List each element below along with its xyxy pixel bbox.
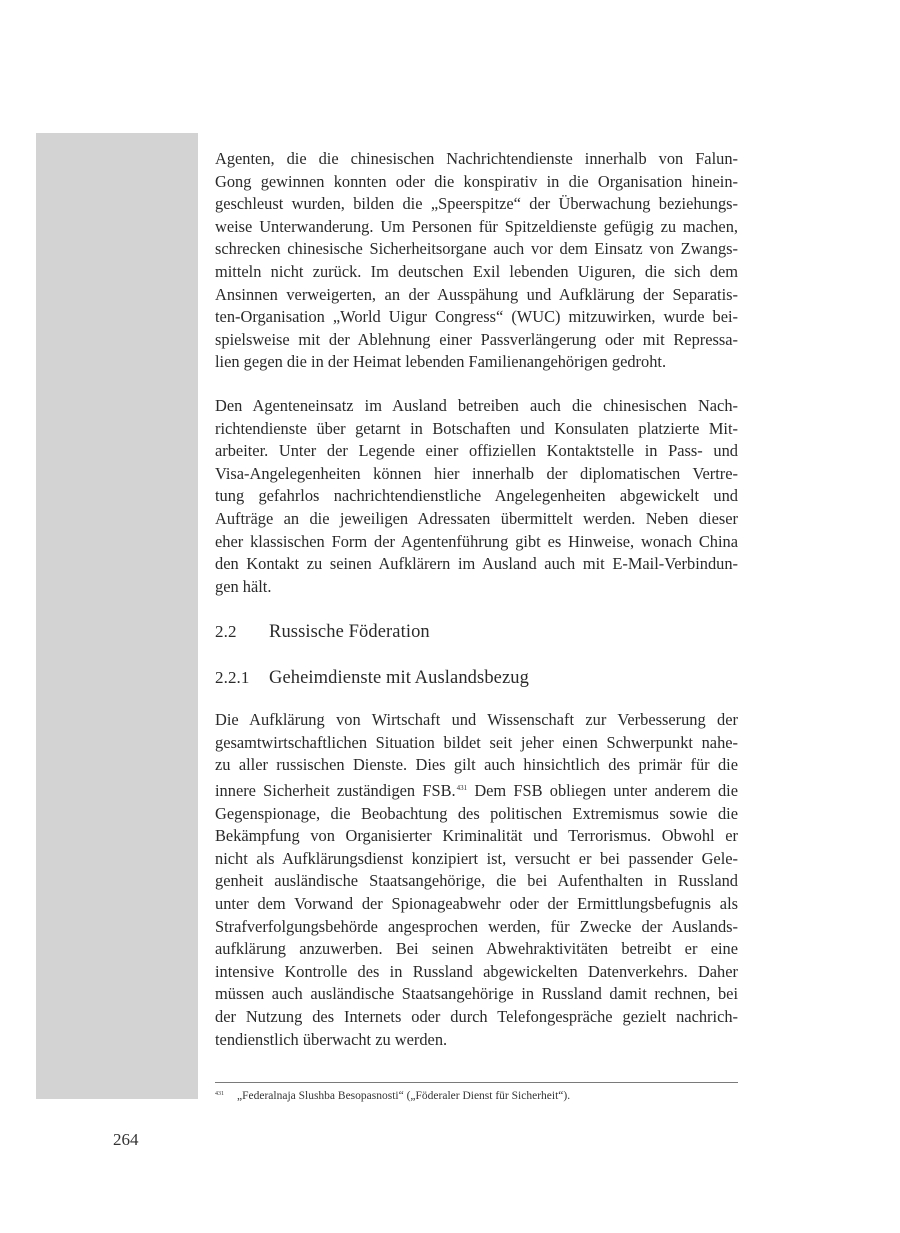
text-line: Agenten, die die chinesischen Nachrichtendienste innerhalb von Falun- [215,149,738,168]
text-line: den Kontakt zu seinen Aufklärern im Ausland auch mit E-Mail-Verbindun- [215,554,738,574]
text-fragment: innere Sicherheit zuständigen FSB. [215,781,456,801]
margin-gray-band [36,133,198,1099]
text-line: mitteln nicht zurück. Im deutschen Exil lebenden Uiguren, die sich dem [215,261,738,281]
section-number: 2.2 [215,622,237,642]
text-line: Ansinnen verweigerten, an der Ausspähung und Aufklärung der Separatis- [215,284,738,304]
text-line: Gong gewinnen konnten oder die konspirativ in die Organisation hinein- [215,171,738,191]
text-line: geschleust wurden, bilden die „Speerspitze“ der Überwachung beziehungs- [215,194,738,214]
text-line: tung gefahrlos nachrichtendienstliche Angelegenheiten abgewickelt und [215,486,738,506]
text-line: unter dem Vorwand der Spionageabwehr oder der Ermittlungsbefugnis als [215,894,738,914]
footnote-reference[interactable]: 431 [456,784,468,793]
footnote-number: 431 [215,1091,224,1097]
text-line: Strafverfolgungsbehörde angesprochen werden, für Zwecke der Auslands- [215,916,738,936]
text-line: weise Unterwanderung. Um Personen für Spitzeldienste gefügig zu machen, [215,216,738,236]
text-line: tendienstlich überwacht zu werden. [215,1029,448,1049]
text-line: zu aller russischen Dienste. Dies gilt auch hinsichtlich des primär für die [215,755,738,775]
text-line: lien gegen die in der Heimat lebenden Familienangehörigen gedroht. [215,352,667,372]
footnote [215,1090,570,1102]
subsection-title: Geheimdienste mit Auslandsbezug [269,668,529,689]
page-number: 264 [113,1130,139,1149]
text-line: nicht als Aufklärungsdienst konzipiert ist, versucht er bei passender Gele- [215,848,738,868]
footnote-divider [215,1082,738,1083]
footnote-text: „Federalnaja Slushba Besopasnosti“ („Föderaler Dienst für Sicherheit“). [237,1090,571,1102]
text-line: intensive Kontrolle des in Russland abgewickelten Datenverkehrs. Daher [215,961,738,981]
text-line-with-footnote-ref [215,777,738,803]
text-line: Aufträge an die jeweiligen Adressaten übermittelt werden. Neben dieser [215,508,738,528]
text-line: eher klassischen Form der Agentenführung gibt es Hinweise, wonach China [215,531,738,551]
text-line: gesamtwirtschaftlichen Situation bildet seit jeher einen Schwerpunkt nahe- [215,732,738,752]
text-line: der Nutzung des Internets oder durch Telefongespräche gezielt nachrich- [215,1007,738,1026]
text-line: Bekämpfung von Organisierter Kriminalität und Terrorismus. Obwohl er [215,826,738,846]
text-line: schrecken chinesische Sicherheitsorgane auch vor dem Einsatz von Zwangs- [215,239,738,259]
text-line: Die Aufklärung von Wirtschaft und Wissenschaft zur Verbesserung der [215,710,738,730]
text-line: aufklärung anzuwerben. Bei seinen Abwehraktivitäten betreibt er eine [215,939,738,959]
paragraph-1 [215,148,738,374]
subsection-heading [215,668,738,689]
text-line: Den Agenteneinsatz im Ausland betreiben auch die chinesischen Nach- [215,395,738,415]
text-line: ten-Organisation „World Uigur Congress“ (WUC) mitzuwirken, wurde bei- [215,307,738,327]
text-line: müssen auch ausländische Staatsangehörige in Russland damit rechnen, bei [215,984,738,1004]
paragraph-2 [215,395,738,598]
text-line: Visa-Angelegenheiten können hier innerhalb der diplomatischen Vertre- [215,463,738,483]
text-line: Gegenspionage, die Beobachtung des politischen Extremismus sowie die [215,803,738,823]
text-line: genheit ausländische Staatsangehörige, die bei Aufenthalten in Russland [215,871,738,891]
text-line: richtendienste über getarnt in Botschaften und Konsulaten platzierte Mit- [215,418,738,438]
text-line: gen hält. [215,576,272,596]
text-line: arbeiter. Unter der Legende einer offiziellen Kontaktstelle in Pass- und [215,441,738,461]
section-title: Russische Föderation [269,622,430,643]
text-fragment: Dem FSB obliegen unter anderem die [467,781,738,801]
text-line: spielsweise mit der Ablehnung einer Passverlängerung oder mit Repressa- [215,329,738,349]
section-heading [215,622,738,643]
subsection-number: 2.2.1 [215,668,250,688]
page-body [215,148,738,1051]
paragraph-3 [215,709,738,1051]
